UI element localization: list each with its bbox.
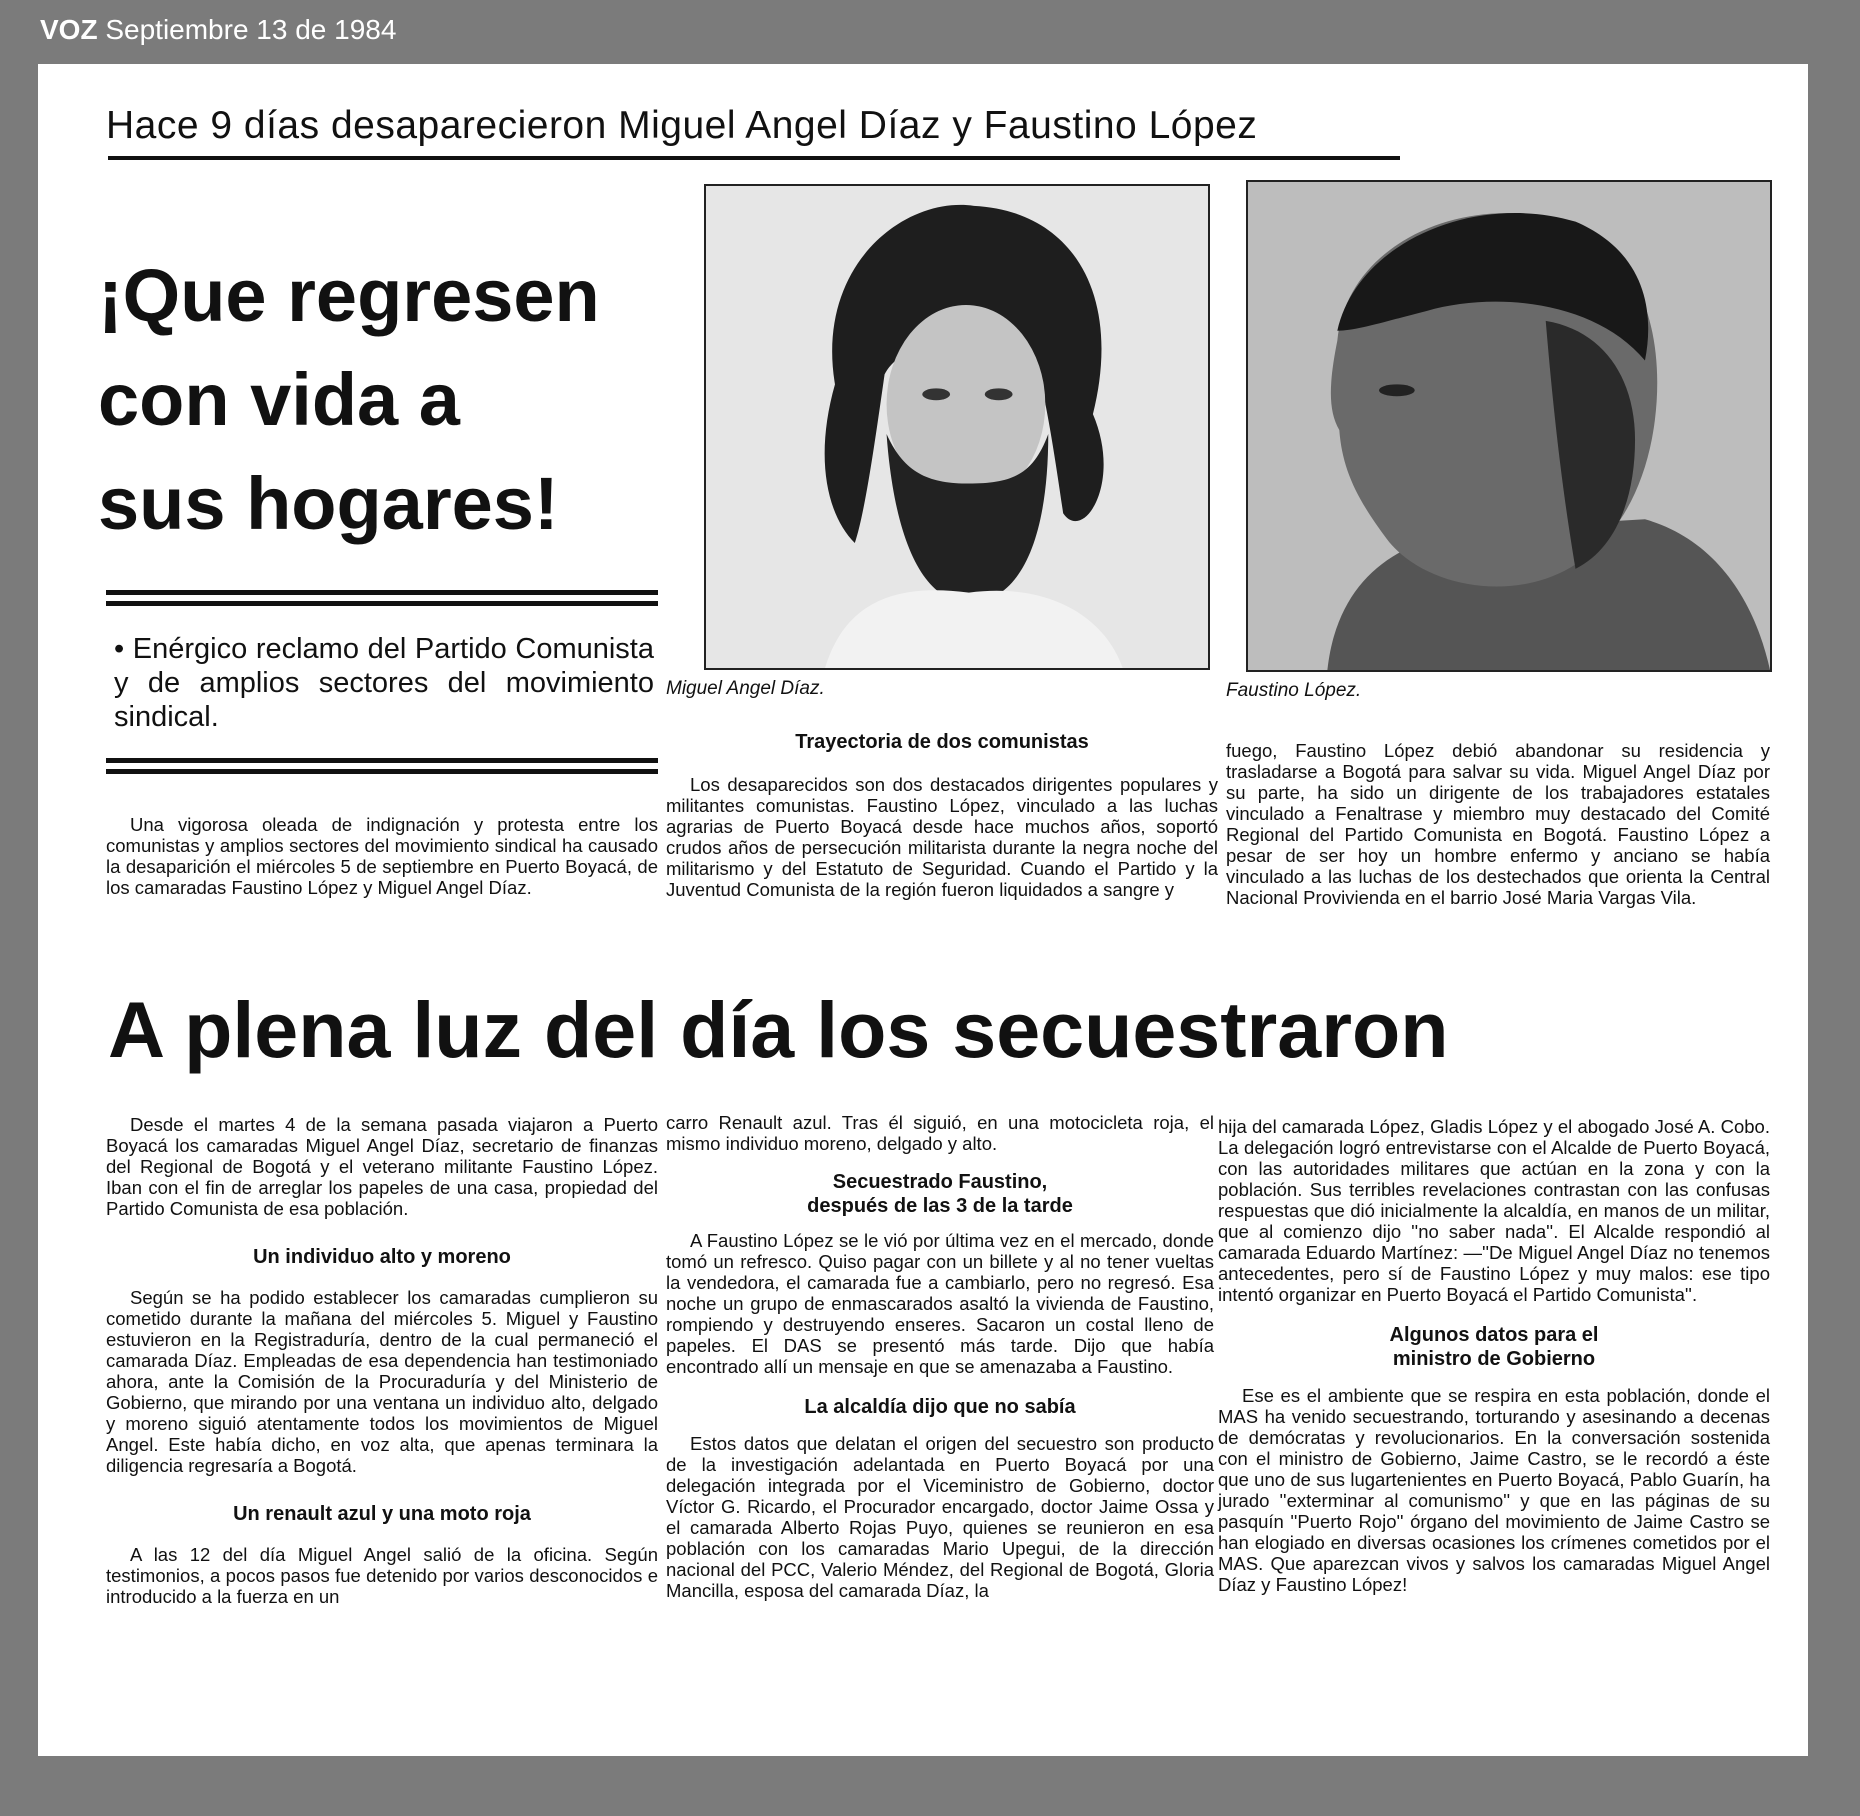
- subheading-line: ministro de Gobierno: [1392, 1348, 1596, 1370]
- story-column-1: [106, 1114, 658, 1607]
- subheading: Un individuo alto y moreno: [253, 1246, 511, 1268]
- photo-faustino-lopez: [1246, 180, 1772, 672]
- body-text: Según se ha podido establecer los camaradas cumplieron su cometido durante la mañana del miércoles 5. Miguel y Faustino estuvieron en la Registraduría, dentro de la cual permaneció el camarada Díaz. Empleadas de esa dependencia han testimoniado ahora, ante la Comisión de la Procuraduría y del Ministerio de Gobierno, que mirando por una ventana un individuo alto, delgado y moreno siguió atentamente todos los movimientos de Miguel Angel. Este había dicho, en voz alta, que apenas terminara la diligencia regresaría a Bogotá.: [106, 1287, 658, 1476]
- story-column-3: [1218, 1116, 1770, 1595]
- kicker-underline: [108, 156, 1400, 160]
- subheading: [1218, 1323, 1770, 1371]
- double-rule-bottom: [106, 758, 658, 774]
- body-text: Estos datos que delatan el origen del secuestro son producto de la investigación adelantada en Puerto Boyacá por una delegación integrada por el Viceministro de Gobierno, doctor Víctor G. Ricardo, el Procurador encargado, doctor Jaime Ossa y el camarada Alberto Rojas Puyo, quienes se reunieron en esa población con los camaradas Mario Upegui, de la dirección nacional del PCC, Valerio Méndez, del Regional de Bogotá, Gloria Mancilla, esposa del camarada Díaz, la: [666, 1433, 1214, 1601]
- body-text: Desde el martes 4 de la semana pasada viajaron a Puerto Boyacá los camaradas Miguel Angel Díaz, secretario de finanzas del Regional de Bogotá y el veterano militante Faustino López. Iban con el fin de arreglar los papeles de una casa, propiedad del Partido Comunista de esa población.: [106, 1114, 658, 1219]
- subheading: Un renault azul y una moto roja: [233, 1503, 531, 1525]
- subheading-line: después de las 3 de la tarde: [807, 1195, 1073, 1217]
- body-text: Ese es el ambiente que se respira en esta población, donde el MAS ha venido secuestrando, torturando y asesinando a decenas de demócratas y revolucionarios. En la conversación sostenida con el ministro de Gobierno, Jaime Castro, se le recordó a éste que uno de sus lugartenientes en Puerto Boyacá, Pablo Guarín, ha jurado ''exterminar al comunismo'' y que en las páginas de su pasquín ''Puerto Rojo'' órgano del movimiento de Jaime Castro se han elogiado en diversas ocasiones los crímenes cometidos por el MAS. Que aparezcan vivos y salvos los camaradas Miguel Angel Díaz y Faustino López!: [1218, 1385, 1770, 1595]
- body-text: A Faustino López se le vió por última vez en el mercado, donde tomó un refresco. Quiso pagar con un billete y al no tener vueltas la vendedora, el camarada fue a cambiarlo, pero no regresó. Esa noche un grupo de enmascarados asaltó la vivienda de Faustino, rompiendo y destruyendo enseres. Sacaron un costal lleno de papeles. El DAS se presentó más tarde. Dijo que había encontrado allí un mensaje en que se amenazaba a Faustino.: [666, 1230, 1214, 1377]
- body-text: fuego, Faustino López debió abandonar su residencia y trasladarse a Bogotá para salvar su vida. Miguel Angel Díaz por su parte, ha sido un dirigente de los trabajadores estatales vinculado a Fenaltrase y miembro muy destacado del Comité Regional del Partido Comunista en Bogotá. Faustino López a pesar de ser hoy un hombre enfermo y anciano se había vinculado a las luchas de los destechados que orienta la Central Nacional Provivienda en el barrio José Maria Vargas Vila.: [1226, 740, 1770, 908]
- secondary-headline: A plena luz del día los secuestraron: [108, 985, 1449, 1074]
- photo-miguel-angel-diaz: [704, 184, 1210, 670]
- publication-name: VOZ: [40, 14, 98, 45]
- subheading: [666, 1170, 1214, 1218]
- trayectoria-column-1: [666, 774, 1218, 900]
- photo-caption: Miguel Angel Díaz.: [666, 678, 825, 699]
- page-header: [40, 14, 396, 46]
- lead-paragraph: [106, 814, 658, 898]
- portrait-illustration: [706, 186, 1208, 668]
- body-text: A las 12 del día Miguel Angel salió de la oficina. Según testimonios, a pocos pasos fue detenido por varios desconocidos e introducido a la fuerza en un: [106, 1544, 658, 1607]
- kicker-headline: Hace 9 días desaparecieron Miguel Angel Díaz y Faustino López: [106, 104, 1258, 147]
- subheading-line: Algunos datos para el: [1389, 1324, 1599, 1346]
- double-rule-top: [106, 590, 658, 606]
- main-headline-line: sus hogares!: [98, 462, 559, 545]
- section-title: Trayectoria de dos comunistas: [795, 731, 1089, 753]
- story-column-2: [666, 1112, 1214, 1601]
- body-text: carro Renault azul. Tras él siguió, en una motocicleta roja, el mismo individuo moreno, delgado y alto.: [666, 1112, 1214, 1154]
- photo-caption: Faustino López.: [1226, 680, 1362, 701]
- portrait-illustration: [1248, 182, 1770, 670]
- main-headline: [98, 244, 600, 556]
- lead-text: Una vigorosa oleada de indignación y protesta entre los comunistas y amplios sectores del movimiento sindical ha causado la desaparición el miércoles 5 de septiembre en Puerto Boyacá, de los camaradas Faustino López y Miguel Angel Díaz.: [106, 814, 658, 898]
- subheading-line: Secuestrado Faustino,: [832, 1171, 1048, 1193]
- main-headline-line: ¡Que regresen: [98, 254, 600, 337]
- body-text: Los desaparecidos son dos destacados dirigentes populares y militantes comunistas. Faustino López, vinculado a las luchas agrarias de Puerto Boyacá desde hace muchos años, soportó crudos años de persecución militarista durante la negra noche del militarismo y del Estatuto de Seguridad. Cuando el Partido y la Juventud Comunista de la región fueron liquidados a sangre y: [666, 774, 1218, 900]
- main-headline-line: con vida a: [98, 358, 460, 441]
- deck: • Enérgico reclamo del Partido Comunista y de amplios sectores del movimiento sindical.: [114, 633, 654, 733]
- newspaper-clipping: [38, 64, 1808, 1756]
- trayectoria-column-2: [1226, 740, 1770, 908]
- subheading: La alcaldía dijo que no sabía: [804, 1396, 1076, 1418]
- publication-date: Septiembre 13 de 1984: [105, 14, 397, 45]
- body-text: hija del camarada López, Gladis López y el abogado José A. Cobo. La delegación logró entrevistarse con el Alcalde de Puerto Boyacá, con las autoridades militares que actúan en la zona y con la población. Sus terribles revelaciones contrastan con las confusas respuestas que dió inicialmente la alcaldía, en manos de un militar, que al comienzo dijo ''no saber nada''. El Alcalde respondió al camarada Eduardo Martínez: —''De Miguel Angel Díaz no tenemos antecedentes, pero sí de Faustino López y muy malos: ese tipo intentó organizar en Puerto Boyacá el Partido Comunista''.: [1218, 1116, 1770, 1305]
